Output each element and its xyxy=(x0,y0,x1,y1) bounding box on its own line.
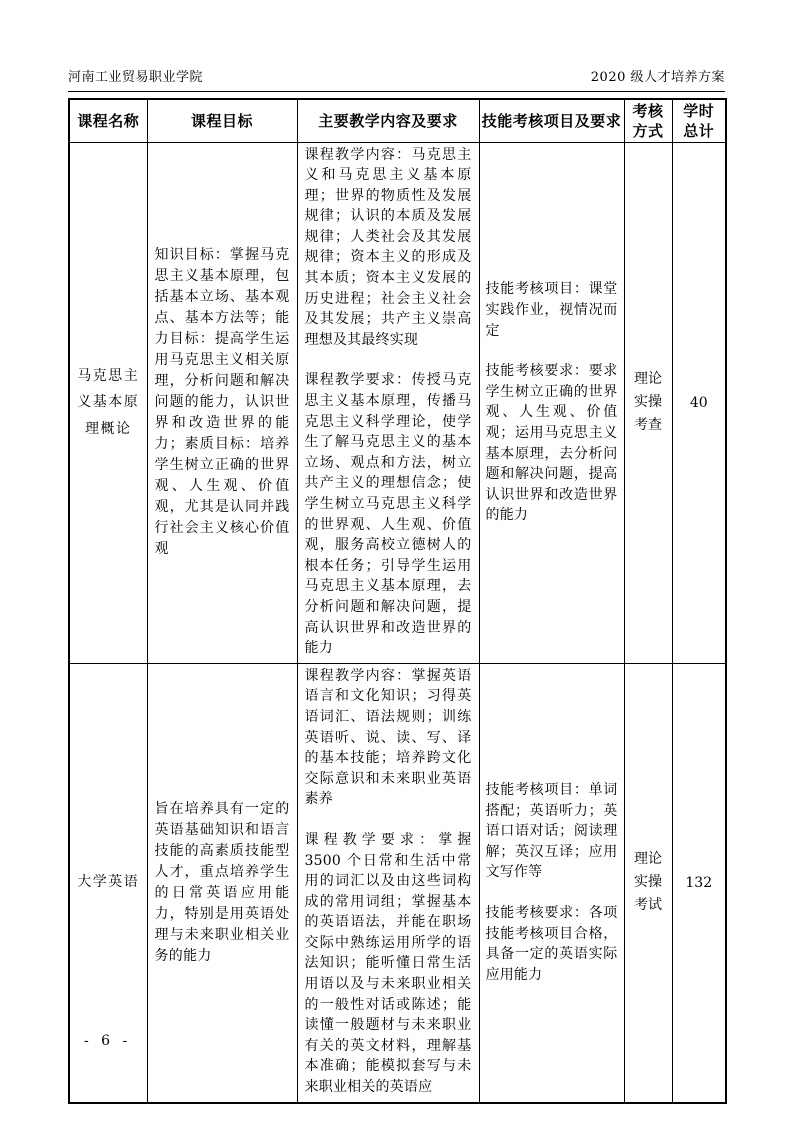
cell-total-hours: 40 xyxy=(672,142,726,663)
column-header-course-name: 课程名称 xyxy=(69,99,147,142)
column-header-objectives: 课程目标 xyxy=(147,99,297,142)
table-row-college-english xyxy=(69,663,726,1102)
cell-assessment-method: 理论 实操 考查 xyxy=(624,142,672,663)
column-header-content: 主要教学内容及要求 xyxy=(297,99,479,142)
cell-course-objectives: 知识目标：掌握马克思主义基本原理，包括基本立场、基本观点、基本方法等；能力目标：提高学生运用马克思主义相关原理，分析问题和解决问题的能力，认识世界和改造世界的能力；素质目标：培养学生树立正确的世界观、人生观、价值观，尤其是认同并践行社会主义核心价值观 xyxy=(147,142,297,663)
cell-skill-assessment xyxy=(479,142,624,663)
teaching-requirements-paragraph: 课程教学要求：掌握 3500 个日常和生活中常用的词汇以及由这些词构成的常用词组；掌握基本的英语语法，并能在职场交际中熟练运用所学的语法知识；能听懂日常生活用语以及与未来职业相关的一般性对话或陈述；能读懂一般题材与未来职业有关的英文材料，理解基本准确；能模拟套写与未来职业相关的英语应 xyxy=(304,831,472,1096)
assessment-requirements-paragraph: 技能考核要求：各项技能考核项目合格，具备一定的英语实际应用能力 xyxy=(485,904,618,983)
cell-assessment-method: 理论 实操 考试 xyxy=(624,663,672,1102)
cell-course-name: 马克思主义基本原理概论 xyxy=(69,142,147,663)
cell-teaching-content xyxy=(297,663,479,1102)
assessment-requirements-paragraph: 技能考核要求：要求学生树立正确的世界观、人生观、价值观；运用马克思主义基本原理，去分析问题和解决问题，提高认识世界和改造世界的能力 xyxy=(485,363,618,524)
program-title: 2020 级人才培养方案 xyxy=(590,70,725,85)
column-header-method: 考核 方式 xyxy=(624,99,672,142)
column-header-hours: 学时 总计 xyxy=(672,99,726,142)
page-header xyxy=(68,66,725,92)
school-name: 河南工业贸易职业学院 xyxy=(68,70,204,85)
table-header-row xyxy=(69,99,726,142)
page-number: - 6 - xyxy=(84,1033,132,1049)
cell-teaching-content xyxy=(297,142,479,663)
table-row-marxism xyxy=(69,142,726,663)
assessment-items-paragraph: 技能考核项目：单词搭配；英语听力；英语口语对话；阅读理解；英汉互译；应用文写作等 xyxy=(485,782,618,881)
column-header-assessment: 技能考核项目及要求 xyxy=(479,99,624,142)
teaching-requirements-paragraph: 课程教学要求：传授马克思主义基本原理，传播马克思主义科学理论，使学生了解马克思主义的基本立场、观点和方法，树立共产主义的理想信念；使学生树立马克思主义科学的世界观、人生观、价值观，服务高校立德树人的根本任务；引导学生运用马克思主义基本原理，去分析问题和解决问题，提高认识世界和改造世界的能力 xyxy=(304,372,472,657)
teaching-content-paragraph: 课程教学内容：马克思主义和马克思主义基本原理；世界的物质性及发展规律；认识的本质及发展规律；人类社会及其发展规律；资本主义的形成及其本质；资本主义发展的历史进程；社会主义社会及其发展；共产主义崇高理想及其最终实现 xyxy=(304,146,472,348)
cell-skill-assessment xyxy=(479,663,624,1102)
cell-total-hours: 132 xyxy=(672,663,726,1102)
teaching-content-paragraph: 课程教学内容：掌握英语语言和文化知识；习得英语词汇、语法规则；训练英语听、说、读、写、译的基本技能；培养跨文化交际意识和未来职业英语素养 xyxy=(304,667,472,808)
cell-course-name: 大学英语 xyxy=(69,663,147,1102)
course-table xyxy=(68,98,727,1104)
assessment-items-paragraph: 技能考核项目：课堂实践作业，视情况而定 xyxy=(485,281,618,339)
cell-course-objectives: 旨在培养具有一定的英语基础知识和语言技能的高素质技能型人才，重点培养学生的日常英语应用能力，特别是用英语处理与未来职业相关业务的能力 xyxy=(147,663,297,1102)
